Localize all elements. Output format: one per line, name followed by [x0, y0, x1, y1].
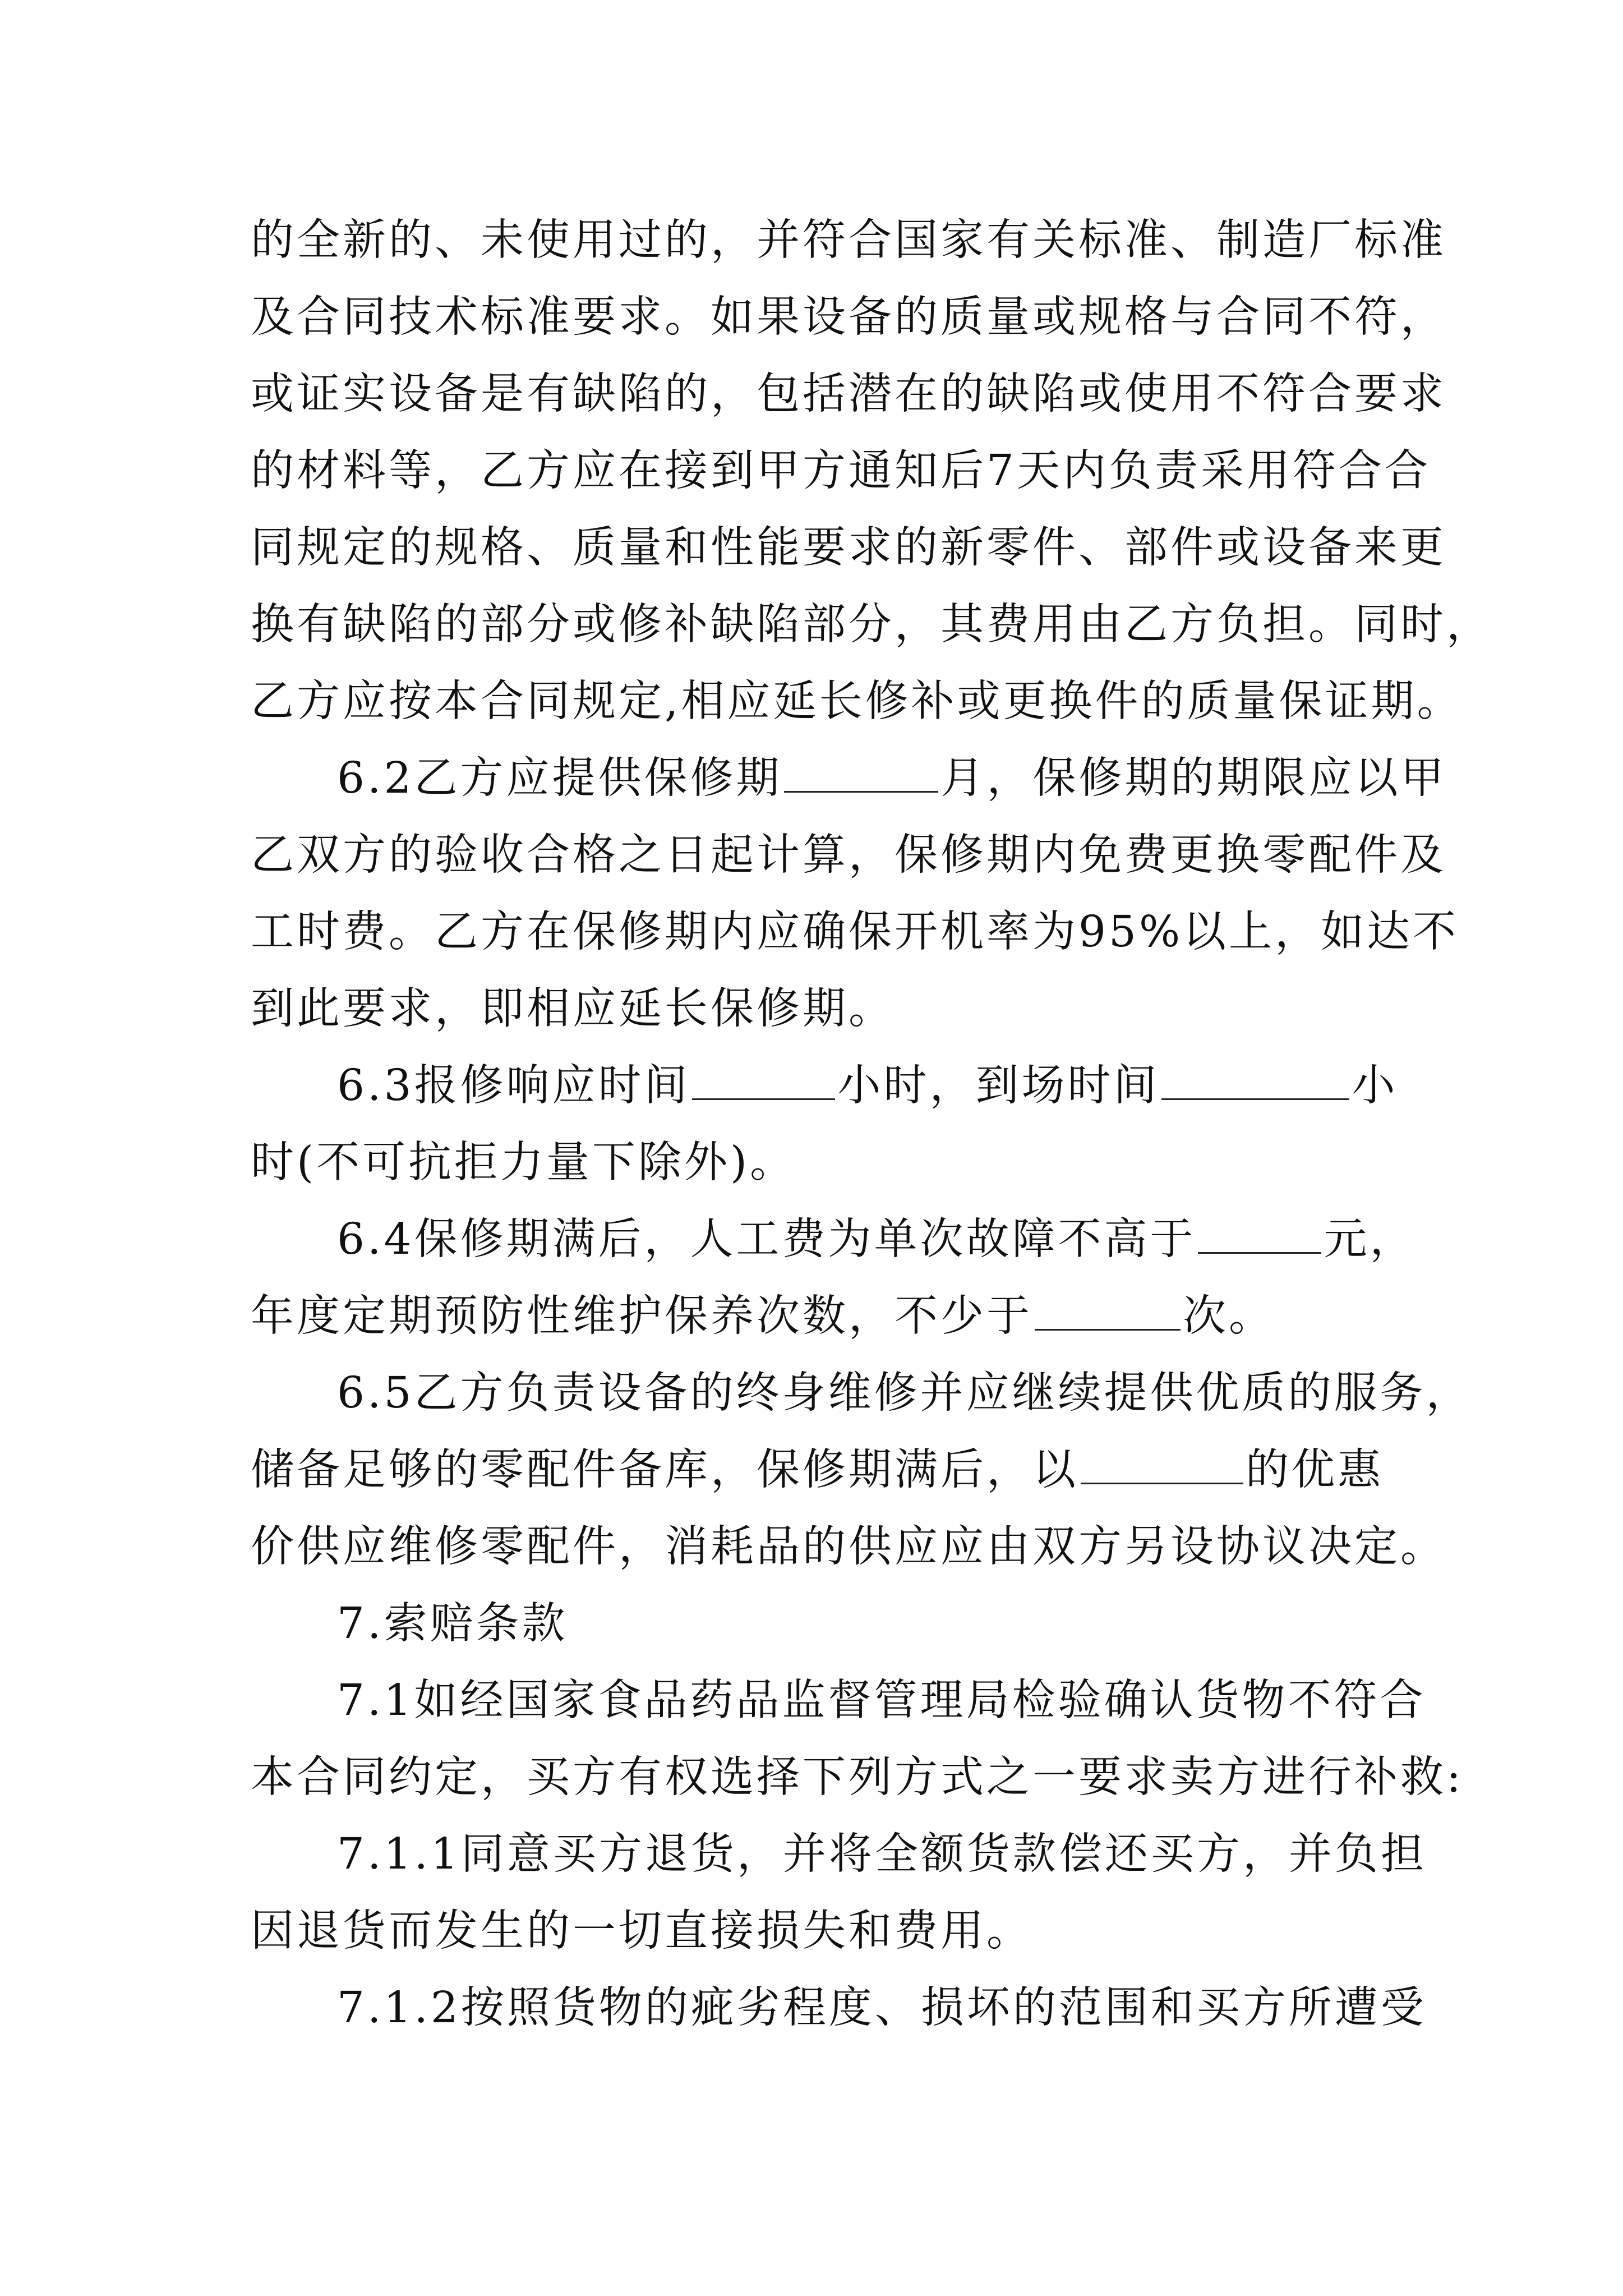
clause-text: 月，保修期的期限应以甲: [940, 753, 1447, 803]
section-heading: 7.索赔条款: [337, 1599, 568, 1649]
arrival-time-blank: [1161, 1065, 1349, 1100]
clause-text: 小时，到场时间: [837, 1061, 1160, 1111]
text-line: 或证实设备是有缺陷的，包括潜在的缺陷或使用不符合要求: [251, 369, 1446, 419]
clause-6-4-line-2: [251, 1278, 1395, 1355]
text-line: 时(不可抗拒力量下除外)。: [251, 1138, 796, 1188]
clause-text: 年度定期预防性维护保养次数，不少于: [251, 1291, 1032, 1341]
text-line: 乙双方的验收合格之日起计算，保修期内免费更换零配件及: [251, 830, 1446, 880]
clause-text: 6.2乙方应提供保修期: [337, 753, 782, 803]
clause-text: 元，: [1324, 1214, 1416, 1264]
text-line: 7.1.1同意买方退货，并将全额货款偿还买方，并负担: [337, 1829, 1427, 1879]
clause-text: 储备足够的零配件备库，保修期满后，以: [251, 1445, 1078, 1495]
text-line: 的材料等，乙方应在接到甲方通知后7天内负责采用符合合: [251, 446, 1431, 496]
clause-text: 的优惠: [1246, 1445, 1384, 1495]
warranty-months-blank: [784, 757, 938, 793]
text-line: 乙方应按本合同规定,相应延长修补或更换件的质量保证期。: [251, 677, 1463, 726]
text-line: 因退货而发生的一切直接损失和费用。: [251, 1906, 1032, 1956]
clause-6-5-line-2: [251, 1432, 1395, 1508]
text-line: 同规定的规格、质量和性能要求的新零件、部件或设备来更: [251, 523, 1446, 573]
clause-text: 次。: [1183, 1291, 1275, 1341]
text-line: 本合同约定，买方有权选择下列方式之一要求卖方进行补救:: [251, 1752, 1464, 1802]
text-line: 到此要求，即相应延长保修期。: [251, 984, 895, 1034]
response-time-blank: [692, 1065, 835, 1100]
text-line: 6.5乙方负责设备的终身维修并应继续提供优质的服务，: [337, 1368, 1472, 1418]
text-line: 7.1.2按照货物的疵劣程度、损坏的范围和买方所遭受: [337, 1983, 1427, 2033]
text-line: 工时费。乙方在保修期内应确保开机率为95%以上，如达不: [251, 907, 1459, 957]
clause-6-4-line: [251, 1201, 1416, 1278]
document-body: [251, 202, 1492, 2046]
text-line: 价供应维修零配件，消耗品的供应应由双方另设协议决定。: [251, 1522, 1446, 1572]
clause-text: 小: [1352, 1061, 1398, 1111]
clause-text: 6.3报修响应时间: [337, 1061, 690, 1111]
maintenance-count-blank: [1035, 1295, 1181, 1331]
text-line: 的全新的、未使用过的，并符合国家有关标准、制造厂标准: [251, 215, 1446, 265]
text-line: 及合同技术标准要求。如果设备的质量或规格与合同不符，: [251, 292, 1446, 342]
discount-price-blank: [1081, 1449, 1243, 1484]
clause-6-2-line: [251, 740, 1447, 817]
text-line: 7.1如经国家食品药品监督管理局检验确认货物不符合: [337, 1676, 1426, 1726]
text-line: 换有缺陷的部分或修补缺陷部分，其费用由乙方负担。同时，: [251, 600, 1492, 650]
labor-fee-blank: [1198, 1218, 1321, 1254]
clause-text: 6.4保修期满后，人工费为单次故障不高于: [337, 1214, 1196, 1264]
clause-6-3-line: [251, 1047, 1398, 1124]
